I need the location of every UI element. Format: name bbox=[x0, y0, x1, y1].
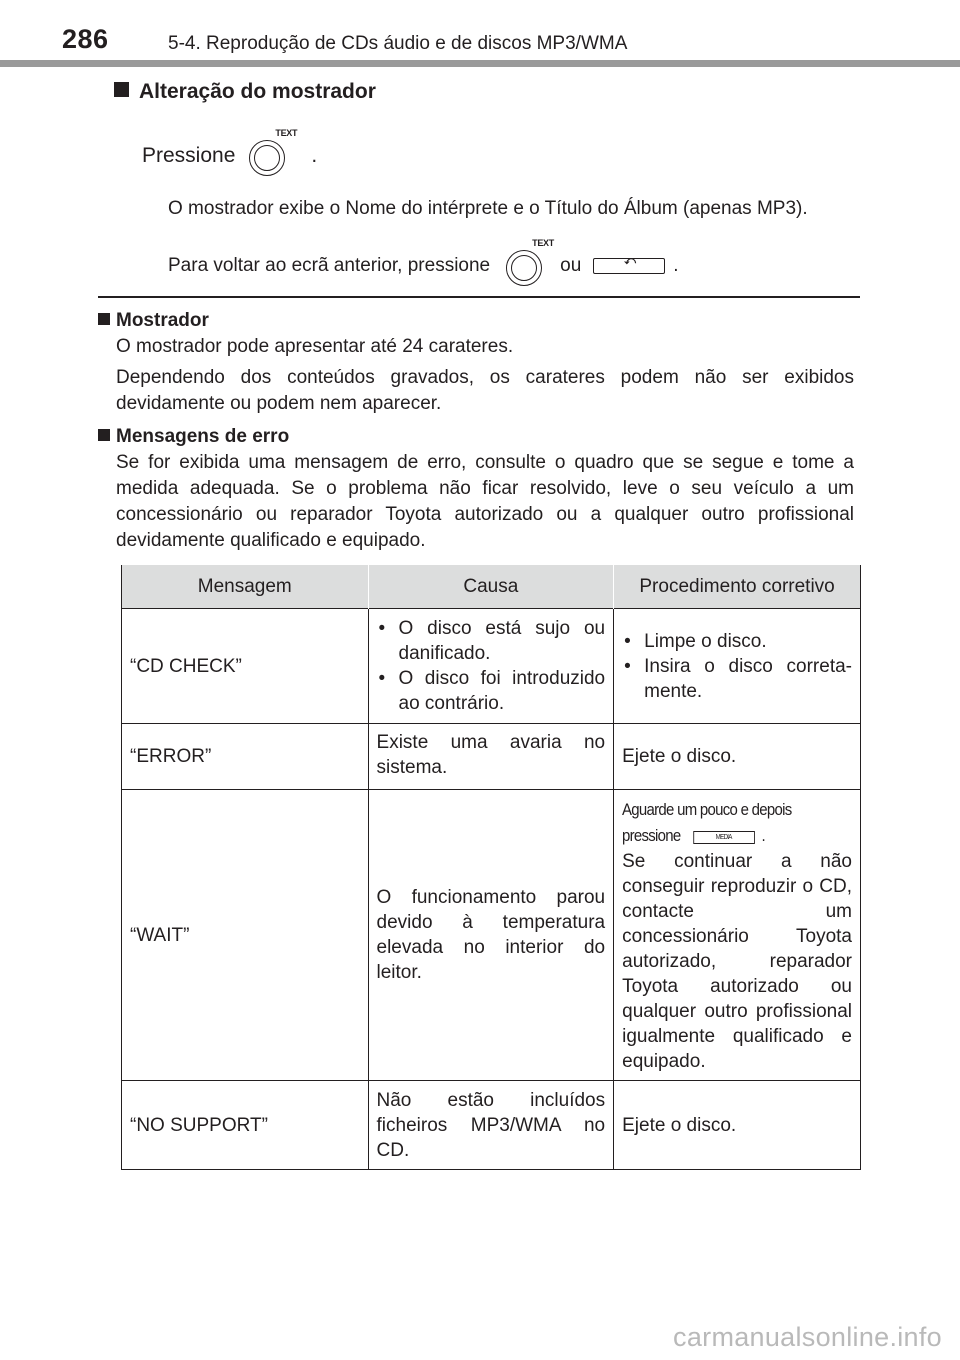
message-cell: “CD CHECK” bbox=[122, 609, 369, 724]
table-header: Causa bbox=[368, 565, 614, 609]
return-instruction: Para voltar ao ecrã anterior, pressione TEXT ou ⤺ . bbox=[168, 252, 679, 280]
fix-text: Se continuar a não conseguir reproduzir o CD, contacte um concessionário Toyota autorizado, reparador Toyota autorizado ou qualquer outro profissional igualmente qualificado e equipado. bbox=[622, 850, 852, 1072]
note-text: Se for exibida uma mensagem de erro, consulte o quadro que se segue e tome a medida adequada. Se o problema não ficar resolvido, leve o seu veículo a um concessionário ou reparador Toyota autorizado ou a qualquer outro profissional devidamente qualificado e equipado. bbox=[116, 452, 854, 551]
section-heading: Alteração do mostrador bbox=[114, 80, 376, 104]
header-rule bbox=[0, 60, 960, 67]
fix-cell bbox=[614, 609, 861, 724]
bullet-square-icon bbox=[114, 82, 129, 97]
chapter-title: 5-4. Reprodução de CDs áudio e de discos MP3/WMA bbox=[168, 33, 628, 54]
cause-cell: O funcionamento parou devido à temperatura elevada no interior do leitor. bbox=[368, 790, 614, 1081]
message-cell: “ERROR” bbox=[122, 724, 369, 790]
text-knob-icon: TEXT bbox=[506, 244, 550, 288]
list-item: • O disco está sujo ou danificado. bbox=[377, 616, 606, 666]
back-button-icon: ⤺ bbox=[593, 258, 665, 274]
list-item: • Insira o disco corretamente. bbox=[622, 654, 852, 704]
table-header: Procedimento corretivo bbox=[614, 565, 861, 609]
list-item: • O disco foi introduzido ao contrário. bbox=[377, 666, 606, 716]
table-row bbox=[122, 724, 861, 790]
press-instruction: Pressione TEXT . bbox=[142, 134, 317, 178]
fix-cell: Ejete o disco. bbox=[614, 724, 861, 790]
display-description: O mostrador exibe o Nome do intérprete e o Título do Álbum (apenas MP3). bbox=[168, 198, 808, 219]
text-knob-icon: TEXT bbox=[249, 134, 293, 178]
fix-cell: Ejete o disco. bbox=[614, 1081, 861, 1170]
notes bbox=[98, 306, 854, 554]
table-row bbox=[122, 1081, 861, 1170]
bullet-square-icon bbox=[98, 429, 110, 441]
cause-cell: Existe uma avaria no sistema. bbox=[368, 724, 614, 790]
note-heading: Mostrador bbox=[98, 308, 854, 334]
message-cell: “NO SUPPORT” bbox=[122, 1081, 369, 1170]
watermark: carmanualsonline.info bbox=[673, 1322, 942, 1352]
note-text: Dependendo dos conteúdos gravados, os carateres podem não ser exibidos devidamente ou podem nem aparecer. bbox=[116, 367, 854, 414]
note-heading: Mensagens de erro bbox=[98, 424, 854, 450]
table-header: Mensagem bbox=[122, 565, 369, 609]
message-cell: “WAIT” bbox=[122, 790, 369, 1081]
table-row bbox=[122, 609, 861, 724]
page-number: 286 bbox=[62, 24, 109, 54]
note-text: O mostrador pode apresentar até 24 carateres. bbox=[116, 336, 514, 357]
table-row bbox=[122, 790, 861, 1081]
cause-cell: Não estão incluídos ficheiros MP3/WMA no CD. bbox=[368, 1081, 614, 1170]
fix-line: pressione MEDIA . bbox=[622, 825, 766, 845]
fix-line: Aguarde um pouco e depois bbox=[622, 799, 792, 819]
media-button-icon: MEDIA bbox=[693, 831, 755, 844]
cause-cell bbox=[368, 609, 614, 724]
fix-cell bbox=[614, 790, 861, 1081]
bullet-square-icon bbox=[98, 313, 110, 325]
error-message-table bbox=[121, 565, 861, 1170]
section-divider bbox=[98, 296, 860, 298]
list-item: • Limpe o disco. bbox=[622, 629, 852, 654]
